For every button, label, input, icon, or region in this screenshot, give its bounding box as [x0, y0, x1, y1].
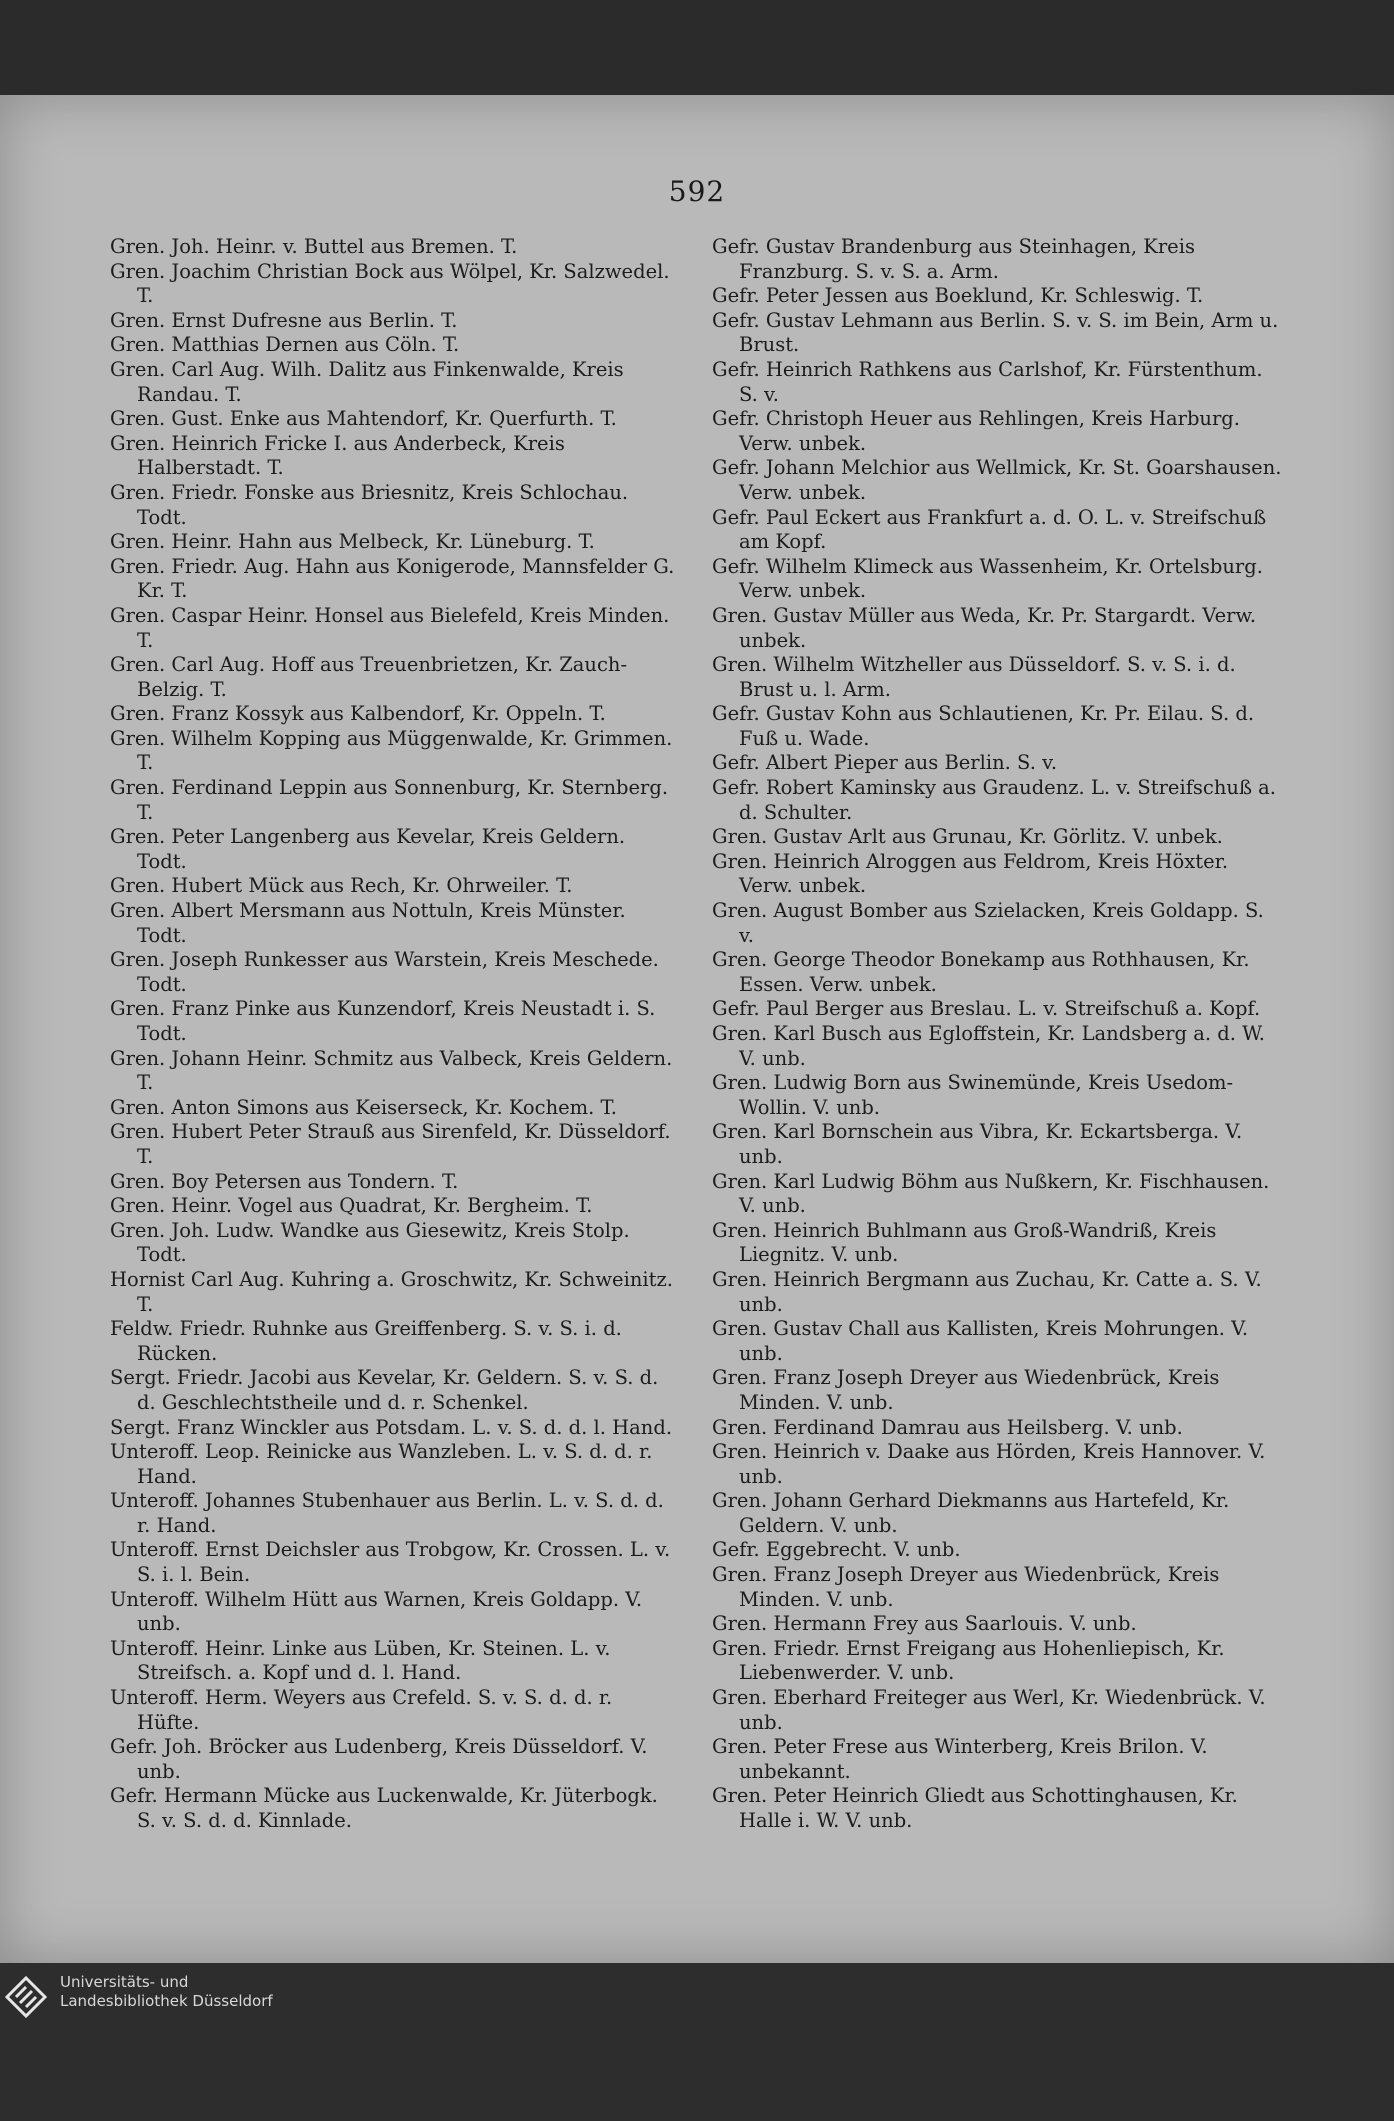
- list-entry: Gefr. Christoph Heuer aus Rehlingen, Kreis Harburg. Verw. unbek.: [712, 407, 1240, 455]
- list-entry: Gefr. Peter Jessen aus Boeklund, Kr. Schleswig. T.: [712, 284, 1204, 308]
- list-entry: Gren. Franz Pinke aus Kunzendorf, Kreis Neustadt i. S. Todt.: [110, 997, 656, 1045]
- list-entry: Gren. Johann Heinr. Schmitz aus Valbeck, Kreis Geldern. T.: [110, 1046, 673, 1095]
- right-column: [712, 235, 1282, 1834]
- list-entry: Gren. Boy Petersen aus Tondern. T.: [110, 1169, 459, 1193]
- list-entry: Gefr. Eggebrecht. V. unb.: [712, 1538, 961, 1562]
- list-entry: Gren. Heinrich Buhlmann aus Groß-Wandriß, Kreis Liegnitz. V. unb.: [712, 1218, 1217, 1267]
- list-entry: Gren. Wilhelm Kopping aus Müggenwalde, Kr. Grimmen. T.: [110, 726, 673, 775]
- list-entry: Gren. George Theodor Bonekamp aus Rothhausen, Kr. Essen. Verw. unbek.: [712, 948, 1250, 996]
- list-entry: Gren. Ferdinand Leppin aus Sonnenburg, Kr. Sternberg. T.: [110, 776, 669, 824]
- list-entry: Gefr. Gustav Kohn aus Schlautienen, Kr. Pr. Eilau. S. d. Fuß u. Wade.: [712, 702, 1255, 750]
- scanned-page: [0, 95, 1394, 1963]
- list-entry: Gren. Peter Langenberg aus Kevelar, Kreis Geldern. Todt.: [110, 825, 626, 873]
- list-entry: Gefr. Albert Pieper aus Berlin. S. v.: [712, 751, 1058, 775]
- list-entry: Gren. Karl Ludwig Böhm aus Nußkern, Kr. Fischhausen. V. unb.: [712, 1169, 1270, 1218]
- list-entry: Hornist Carl Aug. Kuhring a. Groschwitz, Kr. Schweinitz. T.: [110, 1267, 673, 1316]
- list-entry: Gefr. Gustav Lehmann aus Berlin. S. v. S. im Bein, Arm u. Brust.: [712, 308, 1279, 357]
- list-entry: Gren. Friedr. Fonske aus Briesnitz, Kreis Schlochau. Todt.: [110, 480, 629, 529]
- list-entry: Gren. Heinr. Vogel aus Quadrat, Kr. Bergheim. T.: [110, 1194, 593, 1218]
- list-entry: Gren. Joachim Christian Bock aus Wölpel, Kr. Salzwedel. T.: [110, 259, 670, 308]
- list-entry: Gren. Heinrich Bergmann aus Zuchau, Kr. Catte a. S. V. unb.: [712, 1267, 1262, 1316]
- list-entry: Gren. Peter Heinrich Gliedt aus Schottinghausen, Kr. Halle i. W. V. unb.: [712, 1784, 1238, 1832]
- list-entry: Gren. Franz Joseph Dreyer aus Wiedenbrück, Kreis Minden. V. unb.: [712, 1366, 1220, 1414]
- list-entry: Gren. Hubert Mück aus Rech, Kr. Ohrweiler. T.: [110, 874, 573, 898]
- list-entry: Gren. Karl Busch aus Egloffstein, Kr. Landsberg a. d. W. V. unb.: [712, 1022, 1265, 1070]
- list-entry: Gren. August Bomber aus Szielacken, Kreis Goldapp. S. v.: [712, 899, 1264, 947]
- list-entry: Gren. Karl Bornschein aus Vibra, Kr. Eckartsberga. V. unb.: [712, 1120, 1243, 1168]
- library-name-line1: Universitäts- und: [60, 1973, 189, 1991]
- list-entry: Gren. Matthias Dernen aus Cöln. T.: [110, 333, 460, 357]
- list-entry: Gren. Caspar Heinr. Honsel aus Bielefeld, Kreis Minden. T.: [110, 603, 670, 652]
- list-entry: Gren. Heinrich Fricke I. aus Anderbeck, Kreis Halberstadt. T.: [110, 431, 565, 480]
- list-entry: Gren. Wilhelm Witzheller aus Düsseldorf. S. v. S. i. d. Brust u. l. Arm.: [712, 653, 1236, 701]
- library-logo-icon: [4, 1975, 48, 2019]
- list-entry: Gren. Joseph Runkesser aus Warstein, Kreis Meschede. Todt.: [110, 948, 659, 996]
- list-entry: Unteroff. Ernst Deichsler aus Trobgow, Kr. Crossen. L. v. S. i. l. Bein.: [110, 1538, 671, 1587]
- list-entry: Gren. Heinrich v. Daake aus Hörden, Kreis Hannover. V. unb.: [712, 1440, 1266, 1488]
- list-entry: Gren. Albert Mersmann aus Nottuln, Kreis Münster. Todt.: [110, 899, 626, 947]
- list-entry: Gren. Heinrich Alroggen aus Feldrom, Kreis Höxter. Verw. unbek.: [712, 849, 1229, 898]
- list-entry: Gren. Hermann Frey aus Saarlouis. V. unb.: [712, 1612, 1137, 1636]
- list-entry: Gren. Friedr. Ernst Freigang aus Hohenliepisch, Kr. Liebenwerder. V. unb.: [712, 1636, 1225, 1685]
- list-entry: Sergt. Franz Winckler aus Potsdam. L. v. S. d. d. l. Hand.: [110, 1415, 673, 1439]
- list-entry: Gren. Carl Aug. Hoff aus Treuenbrietzen, Kr. Zauch-Belzig. T.: [110, 653, 628, 701]
- list-entry: Gren. Gustav Müller aus Weda, Kr. Pr. Stargardt. Verw. unbek.: [712, 603, 1257, 652]
- list-entry: Gren. Ferdinand Damrau aus Heilsberg. V. unb.: [712, 1415, 1183, 1439]
- list-entry: Gren. Eberhard Freiteger aus Werl, Kr. Wiedenbrück. V. unb.: [712, 1686, 1266, 1734]
- list-entry: Gefr. Paul Eckert aus Frankfurt a. d. O. L. v. Streifschuß am Kopf.: [712, 505, 1267, 554]
- list-entry: Gefr. Joh. Bröcker aus Ludenberg, Kreis Düsseldorf. V. unb.: [110, 1735, 648, 1783]
- list-entry: Unteroff. Johannes Stubenhauer aus Berlin. L. v. S. d. d. r. Hand.: [110, 1489, 664, 1537]
- list-entry: Unteroff. Heinr. Linke aus Lüben, Kr. Steinen. L. v. Streifsch. a. Kopf und d. l. Hand.: [110, 1636, 611, 1685]
- top-scan-border: [0, 0, 1394, 95]
- list-entry: Gefr. Wilhelm Klimeck aus Wassenheim, Kr. Ortelsburg. Verw. unbek.: [712, 554, 1263, 603]
- list-entry: Gren. Heinr. Hahn aus Melbeck, Kr. Lüneburg. T.: [110, 530, 595, 554]
- library-name: [60, 1973, 273, 2011]
- list-entry: Sergt. Friedr. Jacobi aus Kevelar, Kr. Geldern. S. v. S. d. d. Geschlechtstheile und d. r. Schenkel.: [110, 1366, 659, 1414]
- list-entry: Gefr. Gustav Brandenburg aus Steinhagen, Kreis Franzburg. S. v. S. a. Arm.: [712, 235, 1195, 283]
- list-entry: Gefr. Hermann Mücke aus Luckenwalde, Kr. Jüterbogk. S. v. S. d. d. Kinnlade.: [110, 1784, 658, 1832]
- list-entry: Gren. Friedr. Aug. Hahn aus Konigerode, Mannsfelder G. Kr. T.: [110, 554, 675, 603]
- list-entry: Gefr. Heinrich Rathkens aus Carlshof, Kr. Fürstenthum. S. v.: [712, 357, 1263, 406]
- library-name-line2: Landesbibliothek Düsseldorf: [60, 1992, 273, 2010]
- list-entry: Gren. Ernst Dufresne aus Berlin. T.: [110, 308, 458, 332]
- list-entry: Unteroff. Herm. Weyers aus Crefeld. S. v. S. d. d. r. Hüfte.: [110, 1686, 613, 1734]
- list-entry: Unteroff. Leop. Reinicke aus Wanzleben. L. v. S. d. d. r. Hand.: [110, 1440, 653, 1488]
- list-entry: Gren. Franz Joseph Dreyer aus Wiedenbrück, Kreis Minden. V. unb.: [712, 1563, 1220, 1611]
- list-entry: Unteroff. Wilhelm Hütt aus Warnen, Kreis Goldapp. V. unb.: [110, 1587, 643, 1636]
- list-entry: Gren. Gustav Arlt aus Grunau, Kr. Görlitz. V. unbek.: [712, 825, 1223, 849]
- list-entry: Gren. Carl Aug. Wilh. Dalitz aus Finkenwalde, Kreis Randau. T.: [110, 357, 624, 406]
- list-entry: Gren. Joh. Heinr. v. Buttel aus Bremen. T.: [110, 235, 518, 258]
- list-entry: Gren. Joh. Ludw. Wandke aus Giesewitz, Kreis Stolp. Todt.: [110, 1218, 630, 1267]
- list-entry: Gren. Johann Gerhard Diekmanns aus Hartefeld, Kr. Geldern. V. unb.: [712, 1489, 1230, 1537]
- list-entry: Gefr. Johann Melchior aus Wellmick, Kr. St. Goarshausen. Verw. unbek.: [712, 456, 1282, 504]
- list-entry: Gefr. Robert Kaminsky aus Graudenz. L. v. Streifschuß a. d. Schulter.: [712, 776, 1277, 824]
- list-entry: Gren. Gustav Chall aus Kallisten, Kreis Mohrungen. V. unb.: [712, 1317, 1249, 1365]
- list-entry: Gren. Ludwig Born aus Swinemünde, Kreis Usedom-Wollin. V. unb.: [712, 1071, 1234, 1119]
- list-entry: Gren. Anton Simons aus Keiserseck, Kr. Kochem. T.: [110, 1095, 617, 1119]
- list-entry: Gefr. Paul Berger aus Breslau. L. v. Streifschuß a. Kopf.: [712, 997, 1261, 1021]
- list-entry: Gren. Gust. Enke aus Mahtendorf, Kr. Querfurth. T.: [110, 407, 617, 431]
- list-entry: Gren. Hubert Peter Strauß aus Sirenfeld, Kr. Düsseldorf. T.: [110, 1120, 671, 1168]
- list-entry: Gren. Franz Kossyk aus Kalbendorf, Kr. Oppeln. T.: [110, 702, 606, 726]
- page-number: 592: [668, 175, 726, 208]
- list-entry: Feldw. Friedr. Ruhnke aus Greiffenberg. S. v. S. i. d. Rücken.: [110, 1317, 622, 1365]
- list-entry: Gren. Peter Frese aus Winterberg, Kreis Brilon. V. unbekannt.: [712, 1735, 1208, 1783]
- left-column: [110, 235, 680, 1834]
